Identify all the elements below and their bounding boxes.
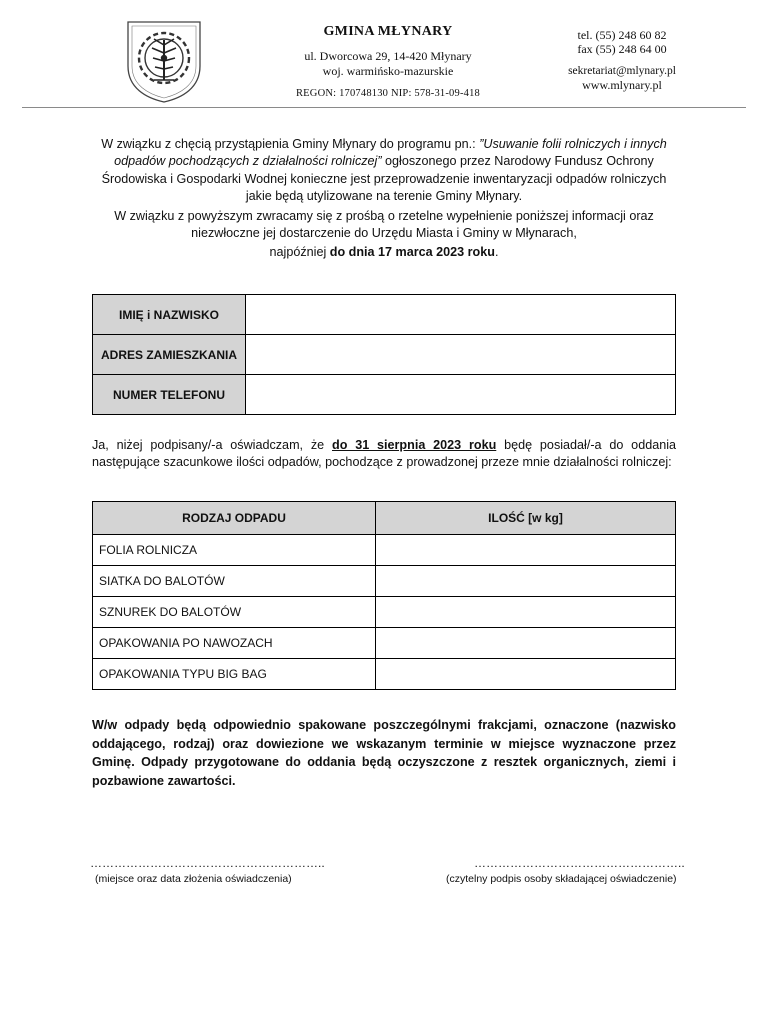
place-date-caption: (miejsce oraz data złożenia oświadczenia) (95, 873, 292, 885)
place-date-line[interactable]: ………………………………………………….. (90, 856, 325, 870)
intro-deadline: najpóźniej do dnia 17 marca 2023 roku. (269, 245, 499, 260)
program-name: ”Usuwanie folii rolniczych i innych odpadów pochodzących z działalności rolniczej” (114, 137, 667, 169)
letterhead (270, 22, 506, 99)
address-label: ADRES ZAMIESZKANIA (93, 335, 246, 375)
intro-paragraph-1: W związku z chęcią przystąpienia Gminy Młynary do programu pn.: ”Usuwanie folii rolniczych i innych odpadów pochodzących z działalności rolniczej” ogłoszonego przez Narodowy Fundusz Ochrony Środowiska i Gospodarki Wodnej konieczne jest przeprowadzenie inwentaryzacji odpadów rolniczych jakie będą utylizowane na terenie Gminy Młynary. (101, 137, 667, 204)
quantity-field[interactable] (376, 535, 676, 566)
table-row (93, 535, 676, 566)
waste-type-cell: OPAKOWANIA TYPU BIG BAG (93, 659, 376, 690)
regon-nip: REGON: 170748130 NIP: 578-31-09-418 (295, 88, 481, 99)
intro-text (88, 136, 680, 264)
municipality-title: GMINA MŁYNARY (323, 24, 453, 39)
quantity-field[interactable] (376, 566, 676, 597)
table-row (93, 597, 676, 628)
phone: tel. (55) 248 60 82 (577, 28, 667, 42)
declaration-date: do 31 sierpnia 2023 roku (332, 438, 497, 452)
waste-type-cell: SZNUREK DO BALOTÓW (93, 597, 376, 628)
coat-of-arms-icon (124, 18, 204, 104)
website-link[interactable]: www.mlynary.pl (582, 78, 662, 92)
address-line-2: woj. warmińsko-mazurskie (322, 64, 454, 78)
quantity-field[interactable] (376, 628, 676, 659)
waste-type-cell: SIATKA DO BALOTÓW (93, 566, 376, 597)
declaration-text: Ja, niżej podpisany/-a oświadczam, że do 31 sierpnia 2023 roku będę posiadał/-a do oddania następujące szacunkowe ilości odpadów, pochodzące z prowadzonej przeze mnie działalności rolniczej: (92, 438, 677, 470)
waste-type-cell: OPAKOWANIA PO NAWOZACH (93, 628, 376, 659)
signature-line[interactable]: …………………………………………….. (474, 856, 685, 870)
deadline-date: do dnia 17 marca 2023 roku (329, 245, 495, 260)
name-field[interactable] (246, 295, 676, 335)
address-line-1: ul. Dworcowa 29, 14-420 Młynary (304, 49, 472, 63)
quantity-field[interactable] (376, 659, 676, 690)
signature-caption: (czytelny podpis osoby składającej oświadczenie) (446, 873, 677, 885)
address-field[interactable] (246, 335, 676, 375)
fax: fax (55) 248 64 00 (577, 42, 667, 56)
table-row (93, 659, 676, 690)
intro-paragraph-2: W związku z powyższym zwracamy się z prośbą o rzetelne wypełnienie poniższej informacji oraz niezwłoczne jej dostarczenie do Urzędu Miasta i Gminy w Młynarach, (114, 208, 654, 241)
waste-table (92, 501, 676, 690)
phone-label: NUMER TELEFONU (93, 375, 246, 415)
name-label: IMIĘ i NAZWISKO (93, 295, 246, 335)
waste-type-cell: FOLIA ROLNICZA (93, 535, 376, 566)
table-row (93, 628, 676, 659)
col-waste-type: RODZAJ ODPADU (93, 502, 376, 535)
quantity-field[interactable] (376, 597, 676, 628)
table-row (93, 566, 676, 597)
col-quantity: ILOŚĆ [w kg] (376, 502, 676, 535)
packaging-note: W/w odpady będą odpowiednio spakowane poszczególnymi frakcjami, oznaczone (nazwisko oddającego, rodzaj) oraz dowiezione we wskazanym terminie w miejsce wyznaczone przez Gminę. Odpady przygotowane do oddania będą oczyszczone z resztek organicznych, ziemi i pozbawione zawartości. (92, 718, 676, 788)
contact-block (540, 28, 704, 92)
table-header-row (93, 502, 676, 535)
table-row (93, 375, 676, 415)
email-link[interactable]: sekretariat@mlynary.pl (568, 65, 676, 77)
table-row (93, 335, 676, 375)
table-row (93, 295, 676, 335)
personal-data-table (92, 294, 676, 415)
header-divider (22, 107, 746, 108)
phone-field[interactable] (246, 375, 676, 415)
